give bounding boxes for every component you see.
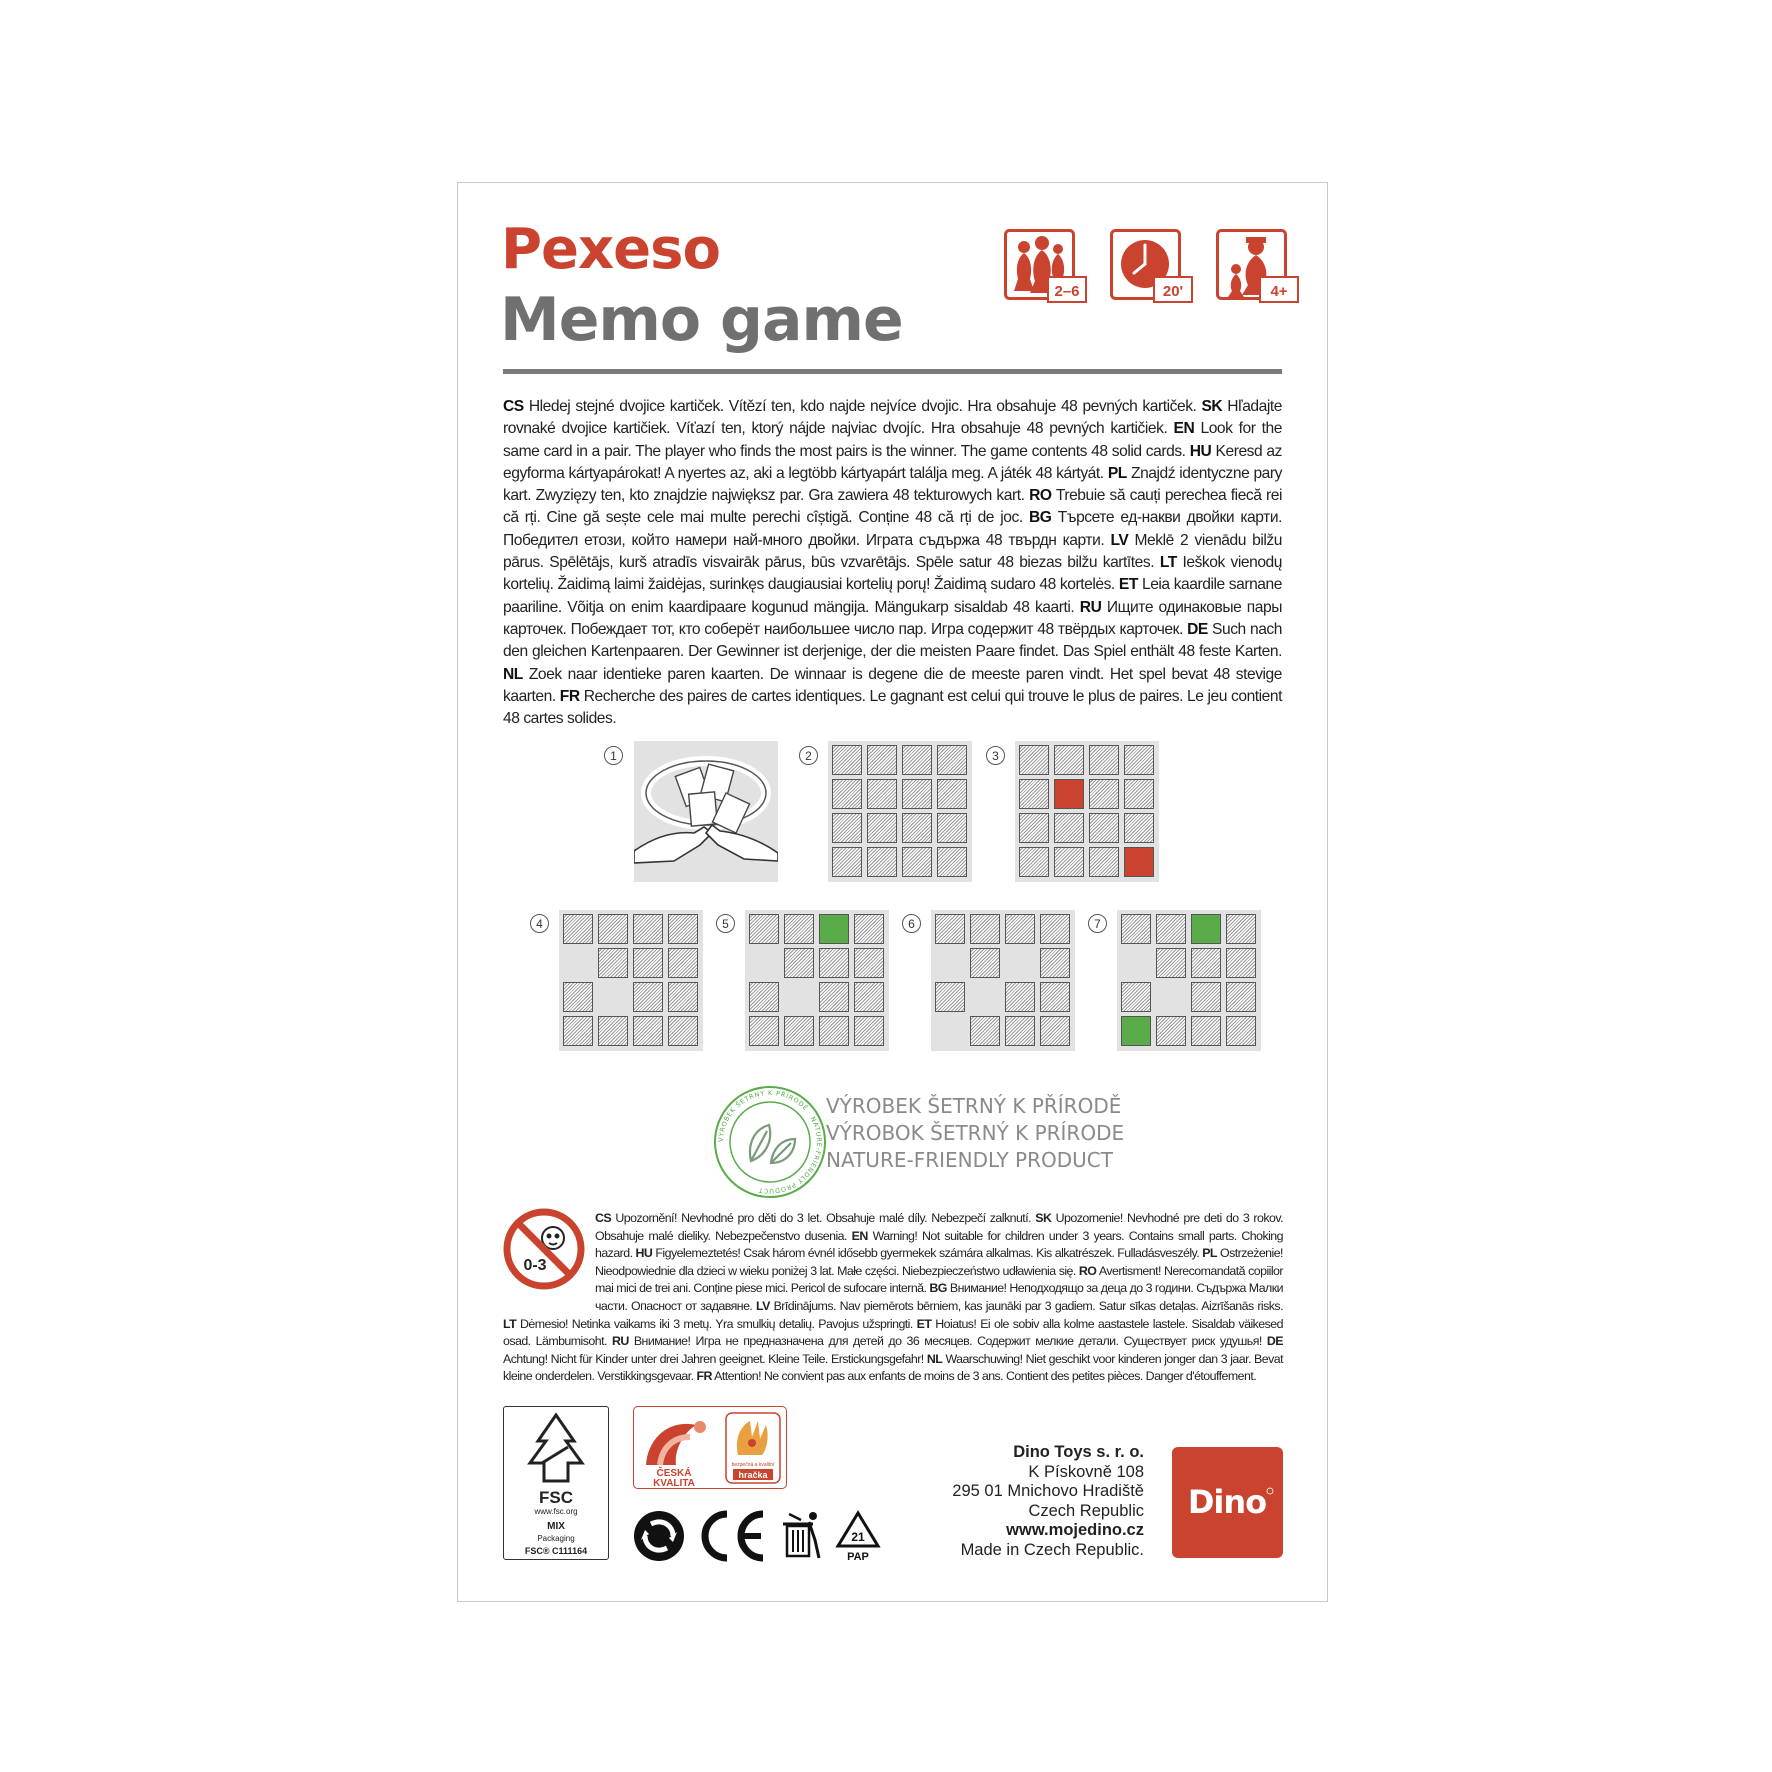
lang-code: PL <box>1202 1246 1217 1261</box>
lang-code: RO <box>1078 1263 1097 1278</box>
card-face-down <box>1054 745 1084 775</box>
card-face-down <box>832 813 862 843</box>
card-face-down <box>854 948 884 978</box>
recycling-material: PAP <box>847 1551 869 1562</box>
trash-bin-icon <box>781 1510 821 1562</box>
card-face-down <box>633 982 663 1012</box>
card-face-down <box>749 1016 779 1046</box>
card-face-down <box>1089 813 1119 843</box>
card-revealed <box>1191 914 1221 944</box>
toy-line1: bezpečná a kvalitní <box>731 1462 775 1468</box>
card-face-down <box>1121 914 1151 944</box>
address-country: Czech Republic <box>1028 1501 1144 1520</box>
step-number: 1 <box>604 746 623 765</box>
recycling-21-icon <box>834 1510 882 1562</box>
shuffle-hands-icon <box>634 741 778 882</box>
card-face-down <box>902 745 932 775</box>
lang-code: CS <box>595 1211 612 1225</box>
fsc-mix: MIX <box>547 1521 565 1532</box>
card-face-down <box>1019 813 1049 843</box>
lang-text: Trebuie să cauți perechea fiecă rei că rți. Cine gă sește cele mai multe perechi cîștigă. Conține 48 că rți de joc. <box>503 487 1282 527</box>
card-face-down <box>832 847 862 877</box>
card-face-down <box>1089 847 1119 877</box>
lang-code: RO <box>1029 487 1052 505</box>
card-face-down <box>1226 914 1256 944</box>
lang-code: DE <box>1266 1334 1283 1349</box>
rules-text <box>503 396 1282 730</box>
card-face-down <box>902 779 932 809</box>
card-face-down <box>1191 948 1221 978</box>
step-panel <box>634 741 778 882</box>
card-face-down <box>1124 745 1154 775</box>
company-name: Dino Toys s. r. o. <box>1013 1443 1144 1461</box>
card-face-down <box>902 847 932 877</box>
step-number: 6 <box>902 914 921 933</box>
card-face-down <box>970 1016 1000 1046</box>
step-panel <box>931 910 1075 1051</box>
card-face-down <box>1019 779 1049 809</box>
card-face-down <box>784 914 814 944</box>
lang-text: Such nach den gleichen Kartenpaaren. Der Gewinner ist derjenige, der die meisten Paare findet. Das Spiel enthält 48 feste Karten. <box>503 620 1282 661</box>
card-revealed <box>1054 779 1084 809</box>
step-number: 4 <box>530 914 549 933</box>
title-divider <box>503 369 1282 374</box>
card-face-down <box>867 813 897 843</box>
ceska-kvalita-logo <box>633 1406 787 1489</box>
card-face-down <box>854 914 884 944</box>
lang-text: Keresd az egyforma kártyapárokat! A nyertes az, aki a legtöbb kártyapárt találja meg. A játék 48 kártyát. <box>503 442 1282 482</box>
instruction-sheet <box>457 182 1328 1602</box>
title-memo-game: Memo game <box>500 285 903 355</box>
lang-text: Hľadajte rovnaké dvojice kartičiek. Víťazí ten, ktorý nájde najviac dvojíc. Hra obsahuje 48 pevných kartičiek. <box>503 398 1282 438</box>
lang-text: Look for the same card in a pair. The player who finds the most pairs is the winner. The game contents 48 solid cards. <box>503 420 1282 460</box>
card-face-down <box>854 982 884 1012</box>
lang-code: LV <box>1110 531 1129 549</box>
leaf-icon <box>750 1125 795 1163</box>
card-face-down <box>1040 1016 1070 1046</box>
lang-text: Ostrzeżenie! Nieodpowiednie dla dzieci w wieku poniżej 3 lat. Małe części. Niebezpieczeństwo udławienia się. <box>595 1246 1283 1278</box>
lang-text: Brīdinājums. Nav piemērots bērniem, kas jaunāki par 3 gadiem. Satur sīkas detaļas. Aizrīšanās risks. <box>773 1298 1283 1313</box>
lang-code: LT <box>1159 554 1177 572</box>
lang-code: CS <box>503 398 524 415</box>
fsc-code: FSC® C111164 <box>524 1546 588 1556</box>
card-revealed <box>1121 1016 1151 1046</box>
eco-line-en: NATURE-FRIENDLY PRODUCT <box>826 1148 1113 1172</box>
lang-text: Внимание! Неподходящо за деца до 3 години. Съдържа Малки части. Опасност от задавяне. <box>595 1281 1283 1313</box>
step-panel <box>745 910 889 1051</box>
card-face-down <box>819 982 849 1012</box>
address-city: 295 01 Mnichovo Hradiště <box>952 1482 1144 1501</box>
lang-text: Hoiatus! Ei ole sobiv alla kolme aastastele lastele. Sisaldab väikesed osad. Lämbumisoht. <box>503 1316 1283 1349</box>
lang-text: Leia kaardile sarnane paariline. Võitja on enim kaardipaare kogunud mängija. Mängukarp sisaldab 48 kaarti. <box>503 576 1282 616</box>
fsc-packaging: Packaging <box>537 1534 575 1543</box>
step-panel <box>828 741 972 882</box>
step-panel <box>1117 910 1261 1051</box>
card-face-down <box>832 779 862 809</box>
card-face-down <box>1124 813 1154 843</box>
recycling-code: 21 <box>851 1530 865 1544</box>
lang-text: Avertisment! Nerecomandată copiilor mai mici de trei ani. Conține piese mici. Pericol de sufocare internă. <box>595 1263 1283 1296</box>
card-face-down <box>937 745 967 775</box>
card-face-down <box>937 813 967 843</box>
lang-code: EN <box>851 1228 868 1243</box>
lang-code: HU <box>1189 442 1212 460</box>
card-face-down <box>1226 948 1256 978</box>
card-face-down <box>819 1016 849 1046</box>
made-in: Made in Czech Republic. <box>960 1540 1144 1559</box>
card-face-down <box>1156 1016 1186 1046</box>
dino-logo-text: Dino <box>1187 1483 1267 1521</box>
lang-code: RU <box>1079 598 1102 616</box>
lang-text: Upozornenie! Nevhodné pre deti do 3 rokov. Obsahuje malé dieliky. Nebezpečenstvo dusenia. <box>595 1211 1283 1243</box>
card-face-down <box>749 914 779 944</box>
card-face-down <box>902 813 932 843</box>
card-face-down <box>563 982 593 1012</box>
card-face-down <box>633 1016 663 1046</box>
step-number: 2 <box>799 746 818 765</box>
recycle-loop-icon <box>633 1510 685 1562</box>
card-face-down <box>1005 982 1035 1012</box>
card-face-down <box>970 914 1000 944</box>
lang-text: Attention! Ne convient pas aux enfants de moins de 3 ans. Contient des petites pièces. Danger d'étouffement. <box>714 1369 1257 1384</box>
card-face-down <box>970 948 1000 978</box>
card-face-down <box>1019 745 1049 775</box>
lang-text: Upozornění! Nevhodné pro děti do 3 let. Obsahuje malé díly. Nebezpečí zalknutí. <box>615 1211 1031 1225</box>
card-face-down <box>1005 914 1035 944</box>
lang-code: EN <box>1173 420 1195 438</box>
lang-code: ET <box>1118 576 1138 594</box>
card-face-down <box>1054 813 1084 843</box>
card-face-down <box>563 914 593 944</box>
lang-code: BG <box>1028 509 1052 527</box>
step-number: 5 <box>716 914 735 933</box>
lang-code: BG <box>929 1281 947 1296</box>
eco-line-cs: VÝROBEK ŠETRNÝ K PŘÍRODĚ <box>826 1094 1122 1118</box>
lang-code: SK <box>1201 398 1223 415</box>
fsc-brand: FSC <box>539 1488 573 1507</box>
warning-text <box>503 1210 1283 1386</box>
step-number: 3 <box>986 746 1005 765</box>
card-face-down <box>935 982 965 1012</box>
quality-line2: KVALITA <box>653 1478 695 1488</box>
fsc-tree-icon <box>504 1407 608 1559</box>
lang-code: FR <box>559 687 580 705</box>
lang-text: Recherche des paires de cartes identiques. Le gagnant est celui qui trouve le plus de paires. Le jeu contient 48 cartes solides. <box>503 687 1283 728</box>
card-face-down <box>867 745 897 775</box>
card-face-down <box>633 914 663 944</box>
card-face-down <box>937 779 967 809</box>
card-face-down <box>1019 847 1049 877</box>
quality-line1: ČESKÁ <box>656 1468 692 1479</box>
time-label: 20' <box>1162 283 1184 300</box>
lang-text: Hledej stejné dvojice kartiček. Vítězí ten, kdo najde nejvíce dvojic. Hra obsahuje 48 pevných kartiček. <box>528 398 1197 415</box>
lang-code: SK <box>1035 1211 1052 1225</box>
lang-code: NL <box>503 665 523 683</box>
lang-text: Meklē 2 vienādu bilžu pārus. Spēlētājs, kurš atradīs visvairāk pārus, būs vzvarētājs. Spēle satur 48 biezas bilžu kartītes. <box>503 531 1282 572</box>
card-face-down <box>1089 779 1119 809</box>
card-face-down <box>937 847 967 877</box>
eco-text <box>826 1093 1124 1174</box>
card-face-down <box>633 948 663 978</box>
lang-text: Ieškok vienodų kortelių. Žaidimą laimi žaidėjas, surinkęs daugiausiai kortelių porų! Žaidimą sudaro 48 kortelės. <box>503 554 1282 594</box>
card-face-down <box>784 948 814 978</box>
card-face-down <box>668 914 698 944</box>
card-face-down <box>1156 948 1186 978</box>
fsc-logo <box>503 1406 609 1560</box>
dino-logo <box>1172 1447 1283 1558</box>
toy-line2: hračka <box>738 1470 768 1480</box>
lang-code: RU <box>611 1334 629 1349</box>
lang-text: Warning! Not suitable for children under 3 years. Contains small parts. Choking hazard. <box>595 1228 1283 1261</box>
lang-code: NL <box>926 1351 943 1366</box>
lang-code: LV <box>756 1298 770 1313</box>
age-warning-icon <box>503 1208 585 1290</box>
lang-text: Achtung! Nicht für Kinder unter drei Jahren geeignet. Kleine Teile. Erstickungsgefahr! <box>503 1351 924 1366</box>
card-face-down <box>1156 914 1186 944</box>
lang-text: Figyelemeztetés! Csak három évnél idősebb gyermekek számára alkalmas. Kis alkatrészek. Fulladásveszély. <box>655 1246 1200 1261</box>
title-pexeso: Pexeso <box>501 217 720 282</box>
step-panel <box>1015 741 1159 882</box>
players-badge <box>1004 229 1088 304</box>
card-face-down <box>598 948 628 978</box>
company-address <box>952 1443 1144 1561</box>
fsc-url: www.fsc.org <box>534 1507 578 1516</box>
card-face-down <box>1040 982 1070 1012</box>
ceska-kvalita-icon <box>646 1421 706 1488</box>
card-face-down <box>1040 948 1070 978</box>
address-street: K Pískovně 108 <box>1028 1462 1144 1481</box>
card-face-down <box>935 914 965 944</box>
lang-text: Znajdź identyczne pary kart. Zwyzięzy ten, kto znajdzie największ par. Gra zawiera 48 tekturowych kart. <box>503 464 1282 505</box>
age-badge <box>1216 229 1300 304</box>
card-face-down <box>1040 914 1070 944</box>
lang-text: Ищите одинаковые пары карточек. Побеждает тот, кто соберёт наибольшее число пар. Игра содержит 48 твёрдых карточек. <box>503 598 1282 638</box>
lang-code: DE <box>1187 620 1208 638</box>
website-link[interactable]: www.mojedino.cz <box>1006 1521 1144 1540</box>
eco-line-sk: VÝROBOK ŠETRNÝ K PRÍRODE <box>826 1121 1125 1145</box>
time-badge <box>1110 229 1194 304</box>
step-panel <box>559 910 703 1051</box>
card-face-down <box>1005 1016 1035 1046</box>
card-face-down <box>832 745 862 775</box>
lang-code: HU <box>635 1246 653 1261</box>
card-face-down <box>867 847 897 877</box>
seal-ring-text: VÝROBEK ŠETRNÝ K PŘÍRODĚ · NATURE-FRIENDLY PRODUCT <box>716 1088 824 1196</box>
step-number: 7 <box>1088 914 1107 933</box>
warning-age-label: 0-3 <box>523 1257 547 1274</box>
card-face-down <box>668 982 698 1012</box>
players-label: 2–6 <box>1054 283 1080 300</box>
lang-code: PL <box>1107 464 1127 482</box>
card-face-down <box>854 1016 884 1046</box>
card-face-down <box>598 1016 628 1046</box>
card-face-down <box>867 779 897 809</box>
nature-friendly-seal <box>711 1083 829 1201</box>
card-face-down <box>668 948 698 978</box>
card-face-down <box>1124 779 1154 809</box>
card-face-down <box>1089 745 1119 775</box>
lang-code: ET <box>916 1316 932 1331</box>
ce-mark-icon <box>697 1510 769 1562</box>
lang-code: FR <box>696 1369 712 1384</box>
age-label: 4+ <box>1270 283 1288 300</box>
lang-code: LT <box>503 1316 517 1331</box>
card-revealed <box>819 914 849 944</box>
card-face-down <box>749 982 779 1012</box>
safe-toy-icon <box>726 1413 780 1483</box>
card-face-down <box>668 1016 698 1046</box>
card-face-down <box>1121 982 1151 1012</box>
card-face-down <box>1191 982 1221 1012</box>
card-revealed <box>1124 847 1154 877</box>
card-face-down <box>598 914 628 944</box>
card-face-down <box>1054 847 1084 877</box>
lang-text: Waarschuwing! Niet geschikt voor kinderen jonger dan 3 jaar. Bevat kleine onderdelen. Verstikkingsgevaar. <box>503 1351 1283 1384</box>
lang-text: Dėmesio! Netinka vaikams iki 3 metų. Yra smulkių detalių. Pavojus užspringti. <box>520 1316 913 1331</box>
card-face-down <box>784 1016 814 1046</box>
lang-text: Внимание! Игра не предназначена для детей до 36 месяцев. Содержит мелкие детали. Существует риск удушья! <box>633 1334 1262 1349</box>
lang-text: Търсете ед-накви двойки карти. Победител етози, който намери най-много двойки. Играта съдържа 48 твърдн карти. <box>503 509 1282 549</box>
lang-text: Zoek naar identieke paren kaarten. De winnaar is degene die de meeste paren vindt. Het spel bevat 48 stevige kaarten. <box>503 665 1282 705</box>
card-face-down <box>563 1016 593 1046</box>
card-face-down <box>1226 1016 1256 1046</box>
card-face-down <box>1191 1016 1221 1046</box>
card-face-down <box>1226 982 1256 1012</box>
card-face-down <box>819 948 849 978</box>
